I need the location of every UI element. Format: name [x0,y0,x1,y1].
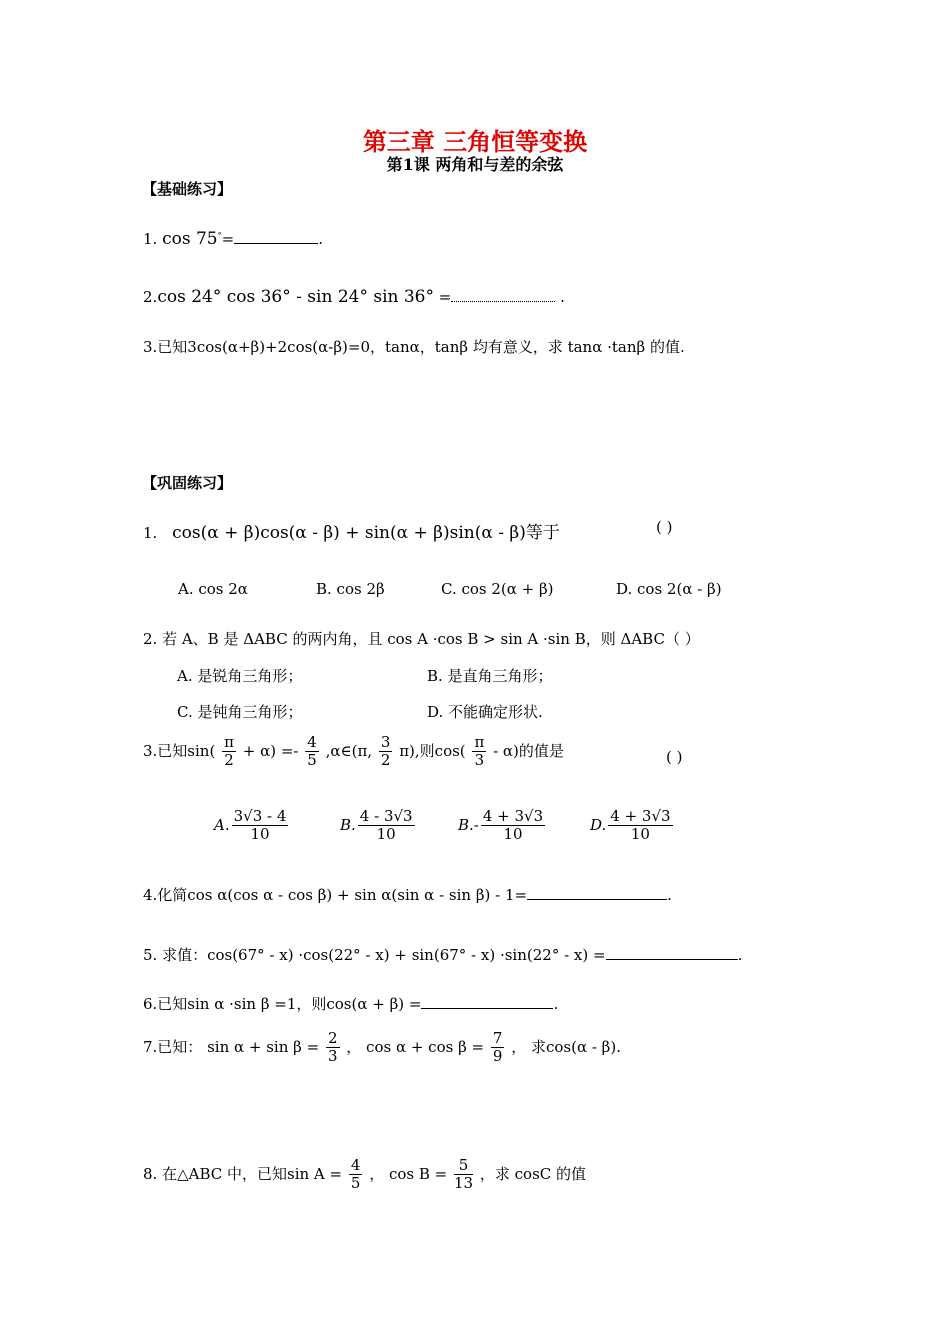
q3-text: π),则cos( [399,741,466,760]
answer-blank[interactable] [421,993,553,1009]
basic-section-heading: 【基础练习】 [142,180,233,198]
fraction: $\frac{\pi}{3}$ [474,733,485,770]
option-b[interactable]: B. 是直角三角形； [427,667,553,685]
equals-sign: = [438,288,452,306]
question-number: 2. [143,288,158,306]
q3-suffix: - α)的值是 [493,741,564,760]
consolidate-section-heading: 【巩固练习】 [142,474,233,492]
consolidate-question-5: 5. 求值：cos(67° - x) ·cos(22° - x) + sin(67° - x) ·sin(22° - x) = . [143,946,743,964]
chapter-title: 第三章 三角恒等变换 [362,127,588,156]
fraction: $\frac{2}{3}$ [327,1029,338,1066]
question-expression: cos 24° cos 36° - sin 24° sin 36° [157,287,434,307]
consolidate-question-7: 7.已知： sin α + sin β = $\frac{2}{3}$ ， cos α + cos β = $\frac{7}{9}$ ， 求cos(α - β). [143,1029,621,1066]
option-d[interactable]: D. cos 2(α - β) [616,580,722,598]
option-c[interactable]: B.- $\frac{4 + 3√3}{10}$ [458,807,544,844]
consolidate-question-2: 2. 若 A、B 是 ΔABC 的两内角，且 cos A ·cos B > sin A ·sin B，则 ΔABC（ ） [143,630,700,648]
question-number: 1. [143,524,158,542]
fraction: $\frac{\pi}{2}$ [224,733,234,770]
answer-parenthesis[interactable]: ( ) [666,748,683,766]
basic-question-3: 3.已知3cos(α+β)+2cos(α-β)=0，tanα，tanβ 均有意义，求 tanα ·tanβ 的值. [143,338,685,356]
consolidate-question-8: 8. 在△ABC 中，已知sin A = $\frac{4}{5}$ ， cos B = $\frac{5}{13}$ ，求 cosC 的值 [143,1156,587,1193]
q3-text: + α) =- [242,741,299,760]
option-d[interactable]: D. 不能确定形状. [427,703,543,721]
option-b[interactable]: B. cos 2β [316,580,385,598]
q3-prefix: 3.已知sin( [143,741,216,760]
option-a[interactable]: A. 是锐角三角形； [177,667,303,685]
option-c[interactable]: C. 是钝角三角形； [177,703,303,721]
answer-blank[interactable] [234,228,318,244]
equals-sign: = [221,230,235,248]
period: . [318,230,323,248]
basic-question-1: 1. cos 75°= . [143,229,323,249]
lesson-subtitle: 第1课 两角和与差的余弦 [386,155,564,174]
question-number: 1. [143,230,158,248]
fraction: $\frac{5}{13}$ [454,1156,474,1193]
option-a[interactable]: A. $\frac{3√3 - 4}{10}$ [214,807,287,844]
answer-blank[interactable] [606,944,738,960]
answer-parenthesis[interactable]: ( ) [656,518,673,536]
consolidate-question-3 [143,734,564,770]
answer-blank[interactable] [451,286,555,302]
fraction: $\frac{4}{5}$ [350,1156,361,1193]
q3-text: ,α∈(π, [325,741,373,760]
fraction: $\frac{4}{5}$ [307,733,317,770]
option-b[interactable]: B. $\frac{4 - 3√3}{10}$ [340,807,413,844]
question-expression: cos 75 [162,229,218,249]
basic-question-2 [143,286,565,307]
fraction: $\frac{3}{2}$ [380,733,391,770]
option-a[interactable]: A. cos 2α [178,580,248,598]
option-c[interactable]: C. cos 2(α + β) [441,580,554,598]
option-d[interactable]: D. $\frac{4 + 3√3}{10}$ [590,807,671,844]
consolidate-question-4: 4.化简cos α(cos α - cos β) + sin α(sin α - sin β) - 1= . [143,886,672,904]
fraction: $\frac{7}{9}$ [492,1029,503,1066]
consolidate-question-6: 6.已知sin α ·sin β =1，则cos(α + β) = . [143,995,559,1013]
period: . [560,288,565,306]
question-expression: cos(α + β)cos(α - β) + sin(α + β)sin(α - β)等于 [172,523,560,543]
consolidate-question-1 [143,518,560,543]
answer-blank[interactable] [527,884,667,900]
